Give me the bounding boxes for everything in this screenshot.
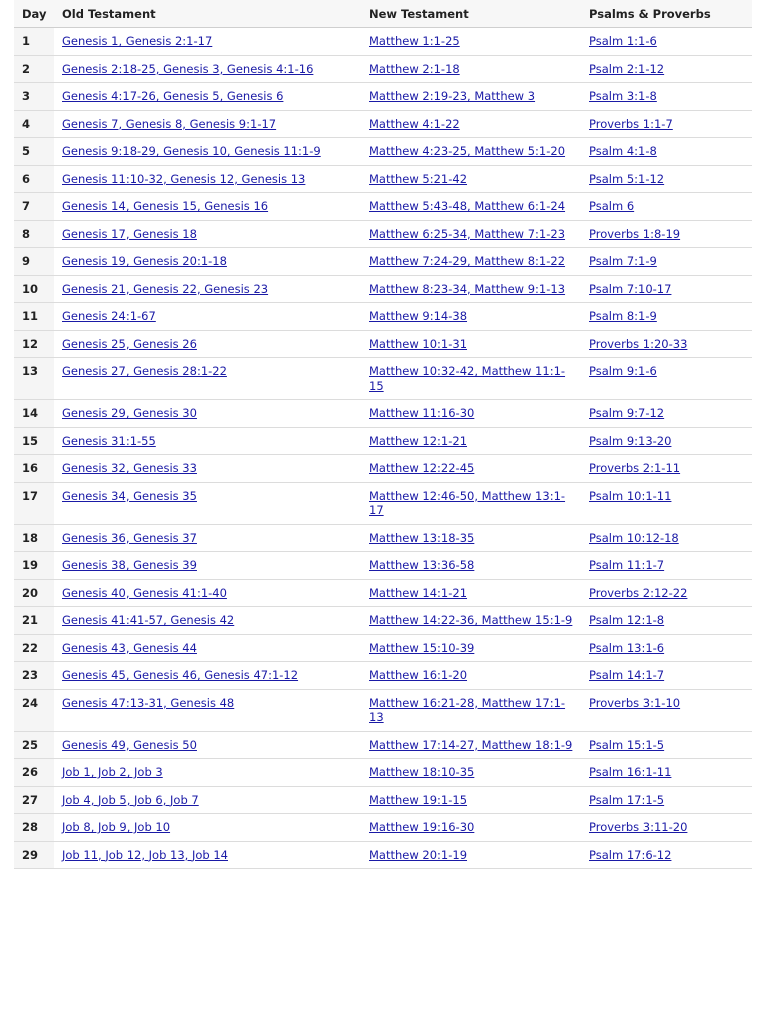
psalms-proverbs-reading-cell xyxy=(581,165,752,193)
day-number: 1 xyxy=(14,28,54,56)
psalms-proverbs-reading-cell xyxy=(581,814,752,842)
psalms-proverbs-reading-link[interactable]: Psalm 13:1-6 xyxy=(589,640,665,655)
new-testament-reading-link[interactable]: Matthew 19:1-15 xyxy=(369,792,468,807)
old-testament-reading-cell xyxy=(54,275,361,303)
new-testament-reading-cell xyxy=(361,28,581,56)
old-testament-reading-link[interactable]: Genesis 25, Genesis 26 xyxy=(62,336,197,351)
day-number: 28 xyxy=(14,814,54,842)
table-row xyxy=(14,248,752,276)
psalms-proverbs-reading-cell xyxy=(581,455,752,483)
psalms-proverbs-reading-cell xyxy=(581,579,752,607)
new-testament-reading-cell xyxy=(361,110,581,138)
psalms-proverbs-reading-cell xyxy=(581,110,752,138)
new-testament-reading-cell xyxy=(361,193,581,221)
old-testament-reading-link[interactable]: Genesis 32, Genesis 33 xyxy=(62,461,197,475)
psalms-proverbs-reading-link[interactable]: Psalm 11:1-7 xyxy=(589,558,665,572)
old-testament-reading-cell xyxy=(54,607,361,635)
psalms-proverbs-reading-cell xyxy=(581,400,752,428)
day-number: 22 xyxy=(14,634,54,662)
day-number: 15 xyxy=(14,427,54,455)
old-testament-reading-cell xyxy=(54,220,361,248)
header-new-testament: New Testament xyxy=(361,0,581,28)
psalms-proverbs-reading-cell xyxy=(581,55,752,83)
new-testament-reading-cell xyxy=(361,607,581,635)
table-row xyxy=(14,165,752,193)
table-row xyxy=(14,358,752,400)
table-row xyxy=(14,524,752,552)
old-testament-reading-link[interactable]: Genesis 38, Genesis 39 xyxy=(62,558,197,572)
old-testament-reading-link[interactable]: Genesis 7, Genesis 8, Genesis 9:1-17 xyxy=(62,116,277,131)
day-number: 8 xyxy=(14,220,54,248)
day-number: 3 xyxy=(14,83,54,111)
psalms-proverbs-reading-cell xyxy=(581,786,752,814)
psalms-proverbs-reading-cell xyxy=(581,330,752,358)
day-number: 13 xyxy=(14,358,54,400)
table-row xyxy=(14,427,752,455)
day-number: 6 xyxy=(14,165,54,193)
new-testament-reading-link[interactable]: Matthew 1:1-25 xyxy=(369,34,460,48)
day-number: 19 xyxy=(14,552,54,580)
old-testament-reading-cell xyxy=(54,427,361,455)
new-testament-reading-cell xyxy=(361,220,581,248)
header-old-testament: Old Testament xyxy=(54,0,361,28)
new-testament-reading-cell xyxy=(361,138,581,166)
psalms-proverbs-reading-link[interactable]: Psalm 10:1-11 xyxy=(589,488,672,503)
table-row xyxy=(14,275,752,303)
table-row xyxy=(14,220,752,248)
new-testament-reading-link[interactable]: Matthew 20:1-19 xyxy=(369,847,468,862)
psalms-proverbs-reading-link[interactable]: Psalm 10:12-18 xyxy=(589,530,679,545)
table-row xyxy=(14,303,752,331)
psalms-proverbs-reading-link[interactable]: Proverbs 1:20-33 xyxy=(589,336,688,351)
new-testament-reading-link[interactable]: Matthew 18:10-35 xyxy=(369,765,475,779)
psalms-proverbs-reading-cell xyxy=(581,28,752,56)
day-number: 29 xyxy=(14,841,54,869)
old-testament-reading-cell xyxy=(54,55,361,83)
old-testament-reading-link[interactable]: Genesis 41:41-57, Genesis 42 xyxy=(62,613,235,627)
table-row xyxy=(14,330,752,358)
table-row xyxy=(14,634,752,662)
new-testament-reading-link[interactable]: Matthew 13:18-35 xyxy=(369,530,475,545)
new-testament-reading-link[interactable]: Matthew 19:16-30 xyxy=(369,820,475,834)
old-testament-reading-cell xyxy=(54,28,361,56)
new-testament-reading-link[interactable]: Matthew 8:23-34, Matthew 9:1-13 xyxy=(369,281,566,296)
day-number: 11 xyxy=(14,303,54,331)
reading-plan-container xyxy=(14,0,752,869)
day-number: 14 xyxy=(14,400,54,428)
new-testament-reading-cell xyxy=(361,330,581,358)
old-testament-reading-link[interactable]: Genesis 14, Genesis 15, Genesis 16 xyxy=(62,199,269,213)
new-testament-reading-link[interactable]: Matthew 2:1-18 xyxy=(369,61,460,76)
table-row xyxy=(14,138,752,166)
psalms-proverbs-reading-cell xyxy=(581,427,752,455)
old-testament-reading-link[interactable]: Genesis 31:1-55 xyxy=(62,433,156,448)
new-testament-reading-link[interactable]: Matthew 13:36-58 xyxy=(369,558,475,572)
old-testament-reading-cell xyxy=(54,400,361,428)
psalms-proverbs-reading-link[interactable]: Proverbs 3:1-10 xyxy=(589,695,681,710)
old-testament-reading-cell xyxy=(54,330,361,358)
old-testament-reading-link[interactable]: Job 4, Job 5, Job 6, Job 7 xyxy=(62,792,199,807)
table-row xyxy=(14,482,752,524)
new-testament-reading-link[interactable]: Matthew 4:23-25, Matthew 5:1-20 xyxy=(369,144,566,158)
new-testament-reading-link[interactable]: Matthew 11:16-30 xyxy=(369,406,475,420)
old-testament-reading-cell xyxy=(54,165,361,193)
psalms-proverbs-reading-cell xyxy=(581,275,752,303)
day-number: 4 xyxy=(14,110,54,138)
old-testament-reading-link[interactable]: Genesis 1, Genesis 2:1-17 xyxy=(62,34,213,48)
psalms-proverbs-reading-link[interactable]: Psalm 9:1-6 xyxy=(589,364,657,378)
old-testament-reading-link[interactable]: Genesis 21, Genesis 22, Genesis 23 xyxy=(62,281,269,296)
table-row xyxy=(14,841,752,869)
table-body xyxy=(14,28,752,869)
old-testament-reading-cell xyxy=(54,482,361,524)
old-testament-reading-cell xyxy=(54,358,361,400)
old-testament-reading-cell xyxy=(54,193,361,221)
psalms-proverbs-reading-link[interactable]: Psalm 9:7-12 xyxy=(589,406,665,420)
psalms-proverbs-reading-cell xyxy=(581,552,752,580)
day-number: 10 xyxy=(14,275,54,303)
new-testament-reading-link[interactable]: Matthew 9:14-38 xyxy=(369,309,468,323)
new-testament-reading-link[interactable]: Matthew 17:14-27, Matthew 18:1-9 xyxy=(369,737,573,752)
psalms-proverbs-reading-link[interactable]: Psalm 1:1-6 xyxy=(589,34,657,48)
old-testament-reading-link[interactable]: Genesis 11:10-32, Genesis 12, Genesis 13 xyxy=(62,171,306,186)
old-testament-reading-cell xyxy=(54,83,361,111)
new-testament-reading-cell xyxy=(361,524,581,552)
old-testament-reading-cell xyxy=(54,552,361,580)
table-row xyxy=(14,193,752,221)
psalms-proverbs-reading-link[interactable]: Psalm 15:1-5 xyxy=(589,737,665,752)
psalms-proverbs-reading-link[interactable]: Psalm 6 xyxy=(589,199,635,213)
psalms-proverbs-reading-cell xyxy=(581,731,752,759)
old-testament-reading-link[interactable]: Job 11, Job 12, Job 13, Job 14 xyxy=(62,847,228,862)
old-testament-reading-cell xyxy=(54,689,361,731)
old-testament-reading-link[interactable]: Genesis 9:18-29, Genesis 10, Genesis 11:1-9 xyxy=(62,144,321,158)
table-row xyxy=(14,786,752,814)
old-testament-reading-cell xyxy=(54,662,361,690)
new-testament-reading-link[interactable]: Matthew 5:43-48, Matthew 6:1-24 xyxy=(369,199,566,213)
old-testament-reading-link[interactable]: Genesis 27, Genesis 28:1-22 xyxy=(62,364,227,378)
table-row xyxy=(14,731,752,759)
psalms-proverbs-reading-cell xyxy=(581,759,752,787)
day-number: 2 xyxy=(14,55,54,83)
new-testament-reading-cell xyxy=(361,482,581,524)
old-testament-reading-link[interactable]: Genesis 40, Genesis 41:1-40 xyxy=(62,585,227,600)
new-testament-reading-cell xyxy=(361,248,581,276)
old-testament-reading-cell xyxy=(54,303,361,331)
psalms-proverbs-reading-cell xyxy=(581,220,752,248)
table-header xyxy=(14,0,752,28)
table-row xyxy=(14,607,752,635)
day-number: 17 xyxy=(14,482,54,524)
new-testament-reading-cell xyxy=(361,400,581,428)
psalms-proverbs-reading-cell xyxy=(581,303,752,331)
new-testament-reading-link[interactable]: Matthew 15:10-39 xyxy=(369,640,475,655)
header-row xyxy=(14,0,752,28)
old-testament-reading-cell xyxy=(54,814,361,842)
day-number: 23 xyxy=(14,662,54,690)
psalms-proverbs-reading-link[interactable]: Psalm 7:10-17 xyxy=(589,281,672,296)
psalms-proverbs-reading-link[interactable]: Psalm 14:1-7 xyxy=(589,668,665,682)
new-testament-reading-link[interactable]: Matthew 4:1-22 xyxy=(369,116,460,131)
new-testament-reading-cell xyxy=(361,579,581,607)
psalms-proverbs-reading-link[interactable]: Psalm 9:13-20 xyxy=(589,433,672,448)
new-testament-reading-cell xyxy=(361,165,581,193)
psalms-proverbs-reading-link[interactable]: Psalm 8:1-9 xyxy=(589,309,657,323)
old-testament-reading-link[interactable]: Job 1, Job 2, Job 3 xyxy=(62,765,163,779)
table-row xyxy=(14,110,752,138)
old-testament-reading-link[interactable]: Genesis 24:1-67 xyxy=(62,309,156,323)
psalms-proverbs-reading-link[interactable]: Psalm 16:1-11 xyxy=(589,765,672,779)
old-testament-reading-cell xyxy=(54,455,361,483)
old-testament-reading-link[interactable]: Genesis 4:17-26, Genesis 5, Genesis 6 xyxy=(62,89,284,103)
psalms-proverbs-reading-link[interactable]: Psalm 3:1-8 xyxy=(589,89,657,103)
table-row xyxy=(14,28,752,56)
old-testament-reading-cell xyxy=(54,759,361,787)
new-testament-reading-link[interactable]: Matthew 10:1-31 xyxy=(369,336,468,351)
table-row xyxy=(14,814,752,842)
table-row xyxy=(14,662,752,690)
psalms-proverbs-reading-cell xyxy=(581,83,752,111)
day-number: 24 xyxy=(14,689,54,731)
old-testament-reading-cell xyxy=(54,634,361,662)
day-number: 9 xyxy=(14,248,54,276)
psalms-proverbs-reading-link[interactable]: Proverbs 1:1-7 xyxy=(589,116,673,131)
new-testament-reading-link[interactable]: Matthew 6:25-34, Matthew 7:1-23 xyxy=(369,226,566,241)
table-row xyxy=(14,689,752,731)
old-testament-reading-cell xyxy=(54,524,361,552)
psalms-proverbs-reading-link[interactable]: Proverbs 2:12-22 xyxy=(589,585,688,600)
table-row xyxy=(14,455,752,483)
psalms-proverbs-reading-cell xyxy=(581,524,752,552)
new-testament-reading-cell xyxy=(361,55,581,83)
new-testament-reading-link[interactable]: Matthew 12:1-21 xyxy=(369,433,468,448)
new-testament-reading-link[interactable]: Matthew 5:21-42 xyxy=(369,171,468,186)
new-testament-reading-link[interactable]: Matthew 12:46-50, Matthew 13:1-17 xyxy=(369,488,566,517)
old-testament-reading-link[interactable]: Job 8, Job 9, Job 10 xyxy=(62,820,171,834)
new-testament-reading-cell xyxy=(361,634,581,662)
psalms-proverbs-reading-cell xyxy=(581,634,752,662)
new-testament-reading-link[interactable]: Matthew 7:24-29, Matthew 8:1-22 xyxy=(369,254,566,268)
new-testament-reading-cell xyxy=(361,552,581,580)
psalms-proverbs-reading-cell xyxy=(581,607,752,635)
table-row xyxy=(14,400,752,428)
day-number: 21 xyxy=(14,607,54,635)
new-testament-reading-link[interactable]: Matthew 2:19-23, Matthew 3 xyxy=(369,89,536,103)
new-testament-reading-cell xyxy=(361,662,581,690)
day-number: 12 xyxy=(14,330,54,358)
psalms-proverbs-reading-cell xyxy=(581,841,752,869)
new-testament-reading-cell xyxy=(361,759,581,787)
psalms-proverbs-reading-link[interactable]: Psalm 17:6-12 xyxy=(589,847,672,862)
psalms-proverbs-reading-link[interactable]: Psalm 7:1-9 xyxy=(589,254,657,268)
psalms-proverbs-reading-link[interactable]: Psalm 12:1-8 xyxy=(589,613,665,627)
new-testament-reading-cell xyxy=(361,814,581,842)
old-testament-reading-cell xyxy=(54,248,361,276)
new-testament-reading-link[interactable]: Matthew 10:32-42, Matthew 11:1-15 xyxy=(369,364,566,393)
old-testament-reading-cell xyxy=(54,786,361,814)
new-testament-reading-cell xyxy=(361,275,581,303)
old-testament-reading-link[interactable]: Genesis 45, Genesis 46, Genesis 47:1-12 xyxy=(62,668,299,682)
new-testament-reading-cell xyxy=(361,689,581,731)
new-testament-reading-cell xyxy=(361,841,581,869)
day-number: 16 xyxy=(14,455,54,483)
new-testament-reading-cell xyxy=(361,786,581,814)
psalms-proverbs-reading-cell xyxy=(581,248,752,276)
psalms-proverbs-reading-cell xyxy=(581,193,752,221)
old-testament-reading-link[interactable]: Genesis 19, Genesis 20:1-18 xyxy=(62,254,227,268)
psalms-proverbs-reading-link[interactable]: Psalm 5:1-12 xyxy=(589,171,665,186)
table-row xyxy=(14,579,752,607)
old-testament-reading-link[interactable]: Genesis 34, Genesis 35 xyxy=(62,488,197,503)
new-testament-reading-link[interactable]: Matthew 16:1-20 xyxy=(369,668,468,682)
old-testament-reading-link[interactable]: Genesis 47:13-31, Genesis 48 xyxy=(62,695,235,710)
psalms-proverbs-reading-link[interactable]: Proverbs 3:11-20 xyxy=(589,820,688,834)
psalms-proverbs-reading-cell xyxy=(581,482,752,524)
old-testament-reading-cell xyxy=(54,138,361,166)
day-number: 25 xyxy=(14,731,54,759)
old-testament-reading-link[interactable]: Genesis 36, Genesis 37 xyxy=(62,530,197,545)
reading-plan-table xyxy=(14,0,752,869)
psalms-proverbs-reading-link[interactable]: Psalm 4:1-8 xyxy=(589,144,657,158)
old-testament-reading-link[interactable]: Genesis 2:18-25, Genesis 3, Genesis 4:1-16 xyxy=(62,61,314,76)
new-testament-reading-cell xyxy=(361,358,581,400)
new-testament-reading-cell xyxy=(361,83,581,111)
new-testament-reading-link[interactable]: Matthew 12:22-45 xyxy=(369,461,475,475)
new-testament-reading-cell xyxy=(361,455,581,483)
old-testament-reading-link[interactable]: Genesis 43, Genesis 44 xyxy=(62,640,197,655)
new-testament-reading-link[interactable]: Matthew 14:1-21 xyxy=(369,585,468,600)
header-psalms-proverbs: Psalms & Proverbs xyxy=(581,0,752,28)
header-day: Day xyxy=(14,0,54,28)
new-testament-reading-link[interactable]: Matthew 14:22-36, Matthew 15:1-9 xyxy=(369,613,573,627)
psalms-proverbs-reading-link[interactable]: Psalm 17:1-5 xyxy=(589,792,665,807)
old-testament-reading-cell xyxy=(54,841,361,869)
old-testament-reading-link[interactable]: Genesis 29, Genesis 30 xyxy=(62,406,197,420)
old-testament-reading-link[interactable]: Genesis 17, Genesis 18 xyxy=(62,226,197,241)
table-row xyxy=(14,759,752,787)
day-number: 20 xyxy=(14,579,54,607)
psalms-proverbs-reading-link[interactable]: Proverbs 1:8-19 xyxy=(589,226,681,241)
new-testament-reading-cell xyxy=(361,303,581,331)
psalms-proverbs-reading-cell xyxy=(581,662,752,690)
table-row xyxy=(14,83,752,111)
old-testament-reading-cell xyxy=(54,579,361,607)
old-testament-reading-link[interactable]: Genesis 49, Genesis 50 xyxy=(62,737,197,752)
psalms-proverbs-reading-cell xyxy=(581,358,752,400)
day-number: 5 xyxy=(14,138,54,166)
day-number: 18 xyxy=(14,524,54,552)
day-number: 27 xyxy=(14,786,54,814)
old-testament-reading-cell xyxy=(54,731,361,759)
table-row xyxy=(14,552,752,580)
new-testament-reading-cell xyxy=(361,427,581,455)
old-testament-reading-cell xyxy=(54,110,361,138)
psalms-proverbs-reading-link[interactable]: Proverbs 2:1-11 xyxy=(589,461,681,475)
psalms-proverbs-reading-cell xyxy=(581,138,752,166)
new-testament-reading-link[interactable]: Matthew 16:21-28, Matthew 17:1-13 xyxy=(369,695,566,724)
day-number: 26 xyxy=(14,759,54,787)
psalms-proverbs-reading-link[interactable]: Psalm 2:1-12 xyxy=(589,61,665,76)
psalms-proverbs-reading-cell xyxy=(581,689,752,731)
table-row xyxy=(14,55,752,83)
day-number: 7 xyxy=(14,193,54,221)
new-testament-reading-cell xyxy=(361,731,581,759)
